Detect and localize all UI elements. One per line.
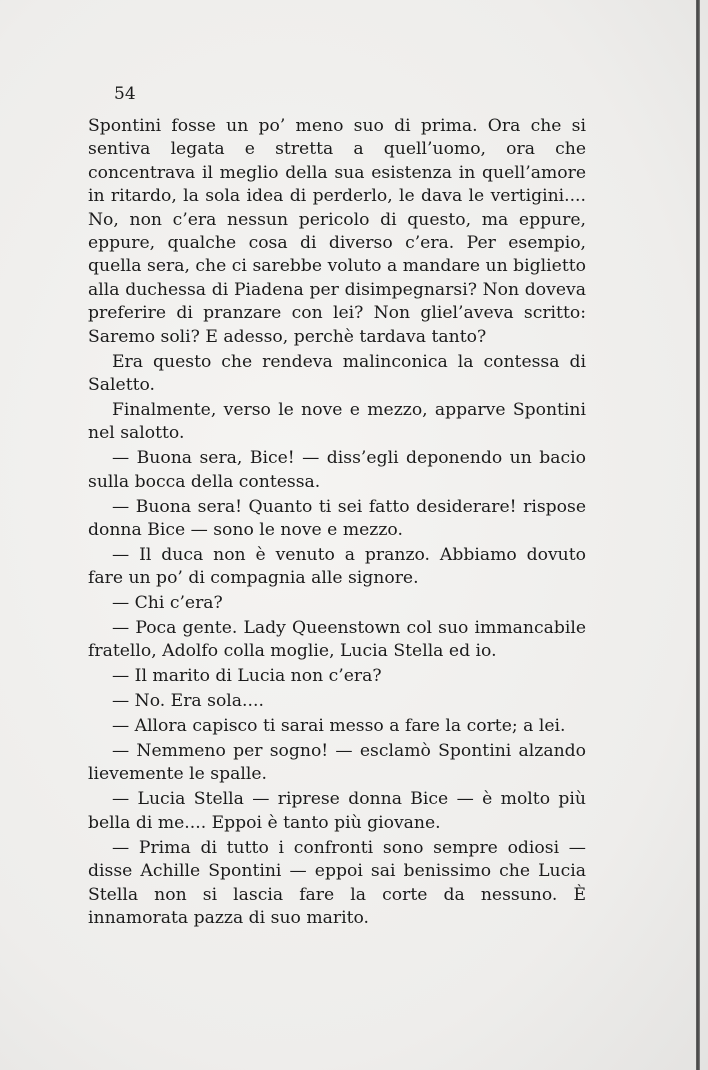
paragraph: — Il duca non è venuto a pranzo. Abbiamo dovuto fare un po’ di compagnia alle signore. (88, 544, 586, 589)
page-number: 54 (114, 84, 136, 104)
paragraph: — Buona sera, Bice! — diss’egli deponendo un bacio sulla bocca della contessa. (88, 448, 586, 492)
paragraph: — Buona sera! Quanto ti sei fatto desiderare! rispose donna Bice — sono le nove e mezzo. (88, 496, 586, 540)
paragraph: — Il marito di Lucia non c’era? (112, 666, 382, 687)
paragraph: Era questo che rendeva malinconica la contessa di Saletto. (88, 351, 586, 395)
paragraph: Finalmente, verso le nove e mezzo, apparve Spontini nel salotto. (88, 399, 586, 444)
paragraph: — Allora capisco ti sarai messo a fare la corte; a lei. (112, 716, 566, 737)
paragraph: — No. Era sola.... (112, 691, 264, 712)
paragraph: — Nemmeno per sogno! — esclamò Spontini alzando lievemente le spalle. (88, 741, 586, 785)
paragraph: — Poca gente. Lady Queenstown col suo immancabile fratello, Adolfo colla moglie, Lucia Stella ed io. (88, 618, 586, 662)
paragraph: Spontini fosse un po’ meno suo di prima. Ora che si sentiva legata e stretta a quell’uomo, ora che concentrava il meglio della sua esistenza in quell’amore in ritardo, la sola idea di perderlo, le dava le vertigini.... No, non c’era nessun pericolo di questo, ma eppure, eppure, qualche cosa di diverso c’era. Per esempio, quella sera, che ci sarebbe voluto a mandare un biglietto alla duchessa di Piadena per disimpegnarsi? Non doveva preferire di pranzare con lei? Non gliel’aveva scritto: Saremo soli? E adesso, perchè tardava tanto? (88, 116, 586, 347)
paragraph: — Prima di tutto i confronti sono sempre odiosi — disse Achille Spontini — eppoi sai benissimo che Lucia Stella non si lascia fare la corte da nessuno. È innamorata pazza di suo marito. (88, 837, 586, 928)
page-edge-shadow (696, 0, 700, 1070)
paragraph: — Lucia Stella — riprese donna Bice — è molto più bella di me.... Eppoi è tanto più giovane. (88, 789, 586, 833)
body-text (88, 115, 586, 930)
paragraph: — Chi c’era? (112, 593, 223, 614)
